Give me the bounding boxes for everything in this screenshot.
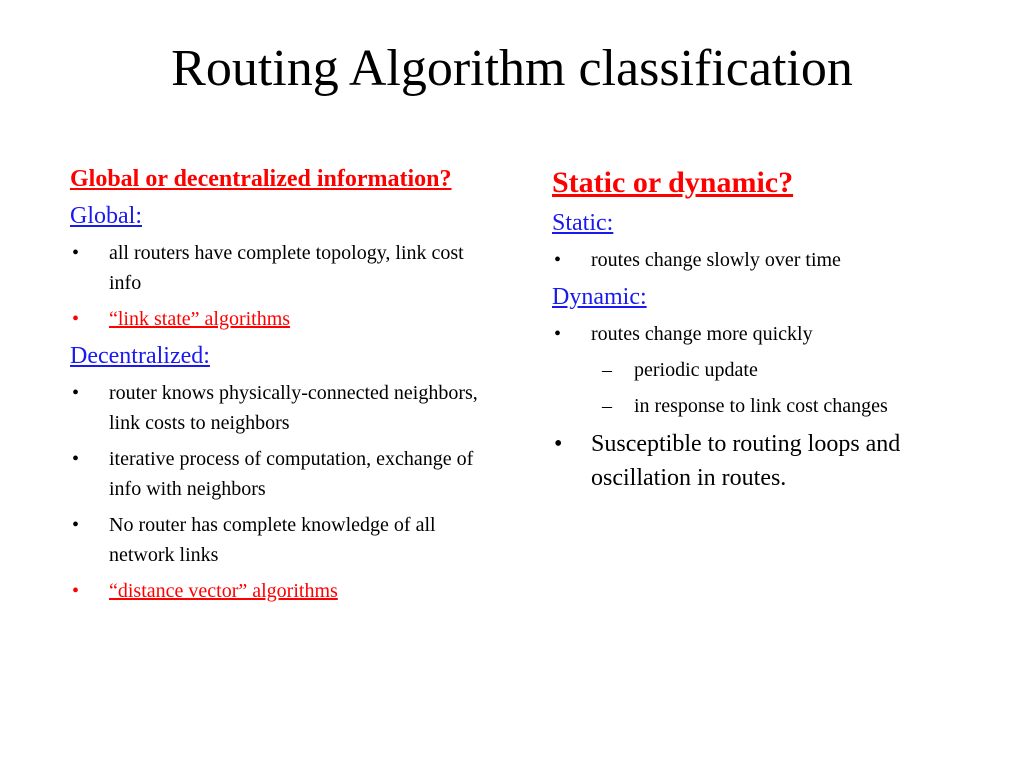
- left-column: [70, 163, 490, 612]
- list-item: [70, 378, 490, 438]
- sub-list-item: [552, 391, 992, 421]
- list-item: [552, 427, 992, 495]
- list-item-text: routes change more quickly: [591, 323, 813, 345]
- list-item-text: iterative process of computation, exchange of info with neighbors: [109, 448, 474, 500]
- sub-list-item-text: periodic update: [634, 359, 758, 381]
- list-item-text: Susceptible to routing loops and oscillation in routes.: [591, 431, 901, 491]
- list-item: [70, 238, 490, 298]
- list-item: [70, 304, 490, 334]
- bullet-marker: •: [554, 249, 562, 271]
- list-item-text: router knows physically-connected neighbors, link costs to neighbors: [109, 382, 478, 434]
- dash-marker: –: [602, 395, 612, 417]
- dynamic-list: [552, 319, 992, 495]
- list-item: [552, 319, 992, 349]
- bullet-marker: •: [554, 431, 563, 457]
- dash-marker: –: [602, 359, 612, 381]
- bullet-marker: •: [72, 242, 80, 264]
- list-item-text: routes change slowly over time: [591, 249, 841, 271]
- bullet-marker: •: [72, 308, 80, 330]
- list-item-text: all routers have complete topology, link cost info: [109, 242, 464, 294]
- sub-list-item-text: in response to link cost changes: [634, 395, 888, 417]
- bullet-marker: •: [72, 448, 80, 470]
- right-column: [552, 163, 992, 501]
- slide-title: Routing Algorithm classification: [171, 40, 853, 97]
- static-label: Static:: [552, 210, 614, 236]
- sub-list-item: [552, 355, 992, 385]
- list-item-text: No router has complete knowledge of all network links: [109, 514, 436, 566]
- decentralized-label: Decentralized:: [70, 343, 210, 369]
- decentralized-list: [70, 378, 490, 606]
- list-item-text: “link state” algorithms: [109, 308, 291, 330]
- list-item-text: “distance vector” algorithms: [109, 580, 338, 602]
- list-item: [70, 576, 490, 606]
- list-item: [70, 444, 490, 504]
- bullet-marker: •: [72, 580, 80, 602]
- bullet-marker: •: [72, 382, 80, 404]
- left-heading: Global or decentralized information?: [70, 166, 452, 192]
- bullet-marker: •: [554, 323, 562, 345]
- list-item: [552, 245, 992, 275]
- global-label: Global:: [70, 203, 142, 229]
- dynamic-label: Dynamic:: [552, 284, 647, 310]
- static-list: [552, 245, 992, 275]
- global-list: [70, 238, 490, 334]
- right-heading: Static or dynamic?: [552, 166, 794, 199]
- bullet-marker: •: [72, 514, 80, 536]
- list-item: [70, 510, 490, 570]
